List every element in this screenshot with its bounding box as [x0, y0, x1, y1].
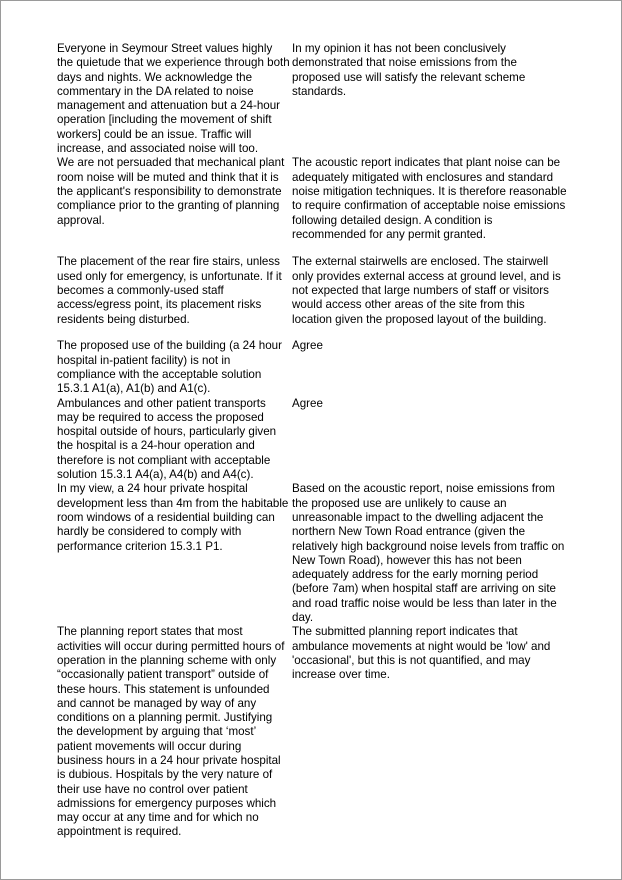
response-text: Agree	[292, 339, 323, 353]
response-cell	[292, 42, 567, 156]
representation-cell	[57, 339, 292, 396]
representation-text: In my view, a 24 hour private hospital development less than 4m from the habitable room windows of a residential building can hardly be considered to comply with performance criterion 15.3.1 P1.	[57, 482, 289, 553]
representations-table	[57, 42, 567, 840]
table-row	[57, 255, 567, 339]
response-cell	[292, 339, 567, 396]
representation-text: Everyone in Seymour Street values highly the quietude that we experience through both days and nights. We acknowledge the commentary in the DA related to noise management and attenuation but a 24-hour operation [including the movement of shift workers] could be an issue. Traffic will increase, and associated noise will too.	[57, 42, 290, 156]
representation-cell	[57, 156, 292, 255]
table-row	[57, 625, 567, 839]
table-row	[57, 397, 567, 483]
representation-text: We are not persuaded that mechanical plant room noise will be muted and think that it is the applicant's responsibility to demonstrate compliance prior to the granting of planning approval.	[57, 156, 285, 227]
table-row	[57, 156, 567, 255]
response-cell	[292, 156, 567, 255]
representation-text: The placement of the rear fire stairs, unless used only for emergency, is unfortunate. If it becomes a commonly-used staff access/egress point, its placement risks residents being disturbed.	[57, 255, 282, 326]
representation-text: The planning report states that most activities will occur during permitted hours of operation in the planning scheme with only “occasionally patient transport” outside of these hours. This statement is unfounded and cannot be managed by way of any conditions on a planning permit. Justifying the development by arguing that ‘most’ patient movements will occur during business hours in a 24 hour private hospital is dubious. Hospitals by the very nature of their use have no control over patient admissions for emergency purposes which may occur at any time and for which no appointment is required.	[57, 625, 285, 839]
response-cell	[292, 255, 567, 339]
response-text: The acoustic report indicates that plant noise can be adequately mitigated with enclosures and standard noise mitigation techniques. It is therefore reasonable to require confirmation of acceptable noise emissions following detailed design. A condition is recommended for any permit granted.	[292, 156, 567, 241]
response-text: The external stairwells are enclosed. The stairwell only provides external access at ground level, and is not expected that large numbers of staff or visitors would access other areas of the site from this location given the proposed layout of the building.	[292, 255, 561, 326]
table-row	[57, 339, 567, 396]
representation-cell	[57, 397, 292, 483]
response-cell	[292, 625, 567, 839]
table-row	[57, 482, 567, 625]
representation-cell	[57, 42, 292, 156]
response-text: Agree	[292, 396, 323, 410]
representation-text: Ambulances and other patient transports may be required to access the proposed hospital outside of hours, particularly given the hospital is a 24-hour operation and therefore is not compliant with acceptable solution 15.3.1 A4(a), A4(b) and A4(c).	[57, 396, 277, 482]
table-row	[57, 42, 567, 156]
response-text: Based on the acoustic report, noise emissions from the proposed use are unlikely to cause an unreasonable impact to the dwelling adjacent the northern New Town Road entrance (given the relatively high background noise levels from traffic on New Town Road), however this has not been adequately address for the early morning period (before 7am) when hospital staff are arriving on site and road traffic noise would be less than later in the day.	[292, 482, 565, 625]
representation-text: The proposed use of the building (a 24 hour hospital in-patient facility) is not in compliance with the acceptable solution 15.3.1 A1(a), A1(b) and A1(c).	[57, 339, 282, 396]
representation-cell	[57, 625, 292, 839]
representation-cell	[57, 482, 292, 625]
response-cell	[292, 397, 567, 483]
response-text: In my opinion it has not been conclusively demonstrated that noise emissions from the proposed use will satisfy the relevant scheme standards.	[292, 42, 526, 98]
representation-cell	[57, 255, 292, 339]
response-cell	[292, 482, 567, 625]
response-text: The submitted planning report indicates that ambulance movements at night would be 'low' and 'occasional', but this is not quantified, and may increase over time.	[292, 625, 551, 682]
